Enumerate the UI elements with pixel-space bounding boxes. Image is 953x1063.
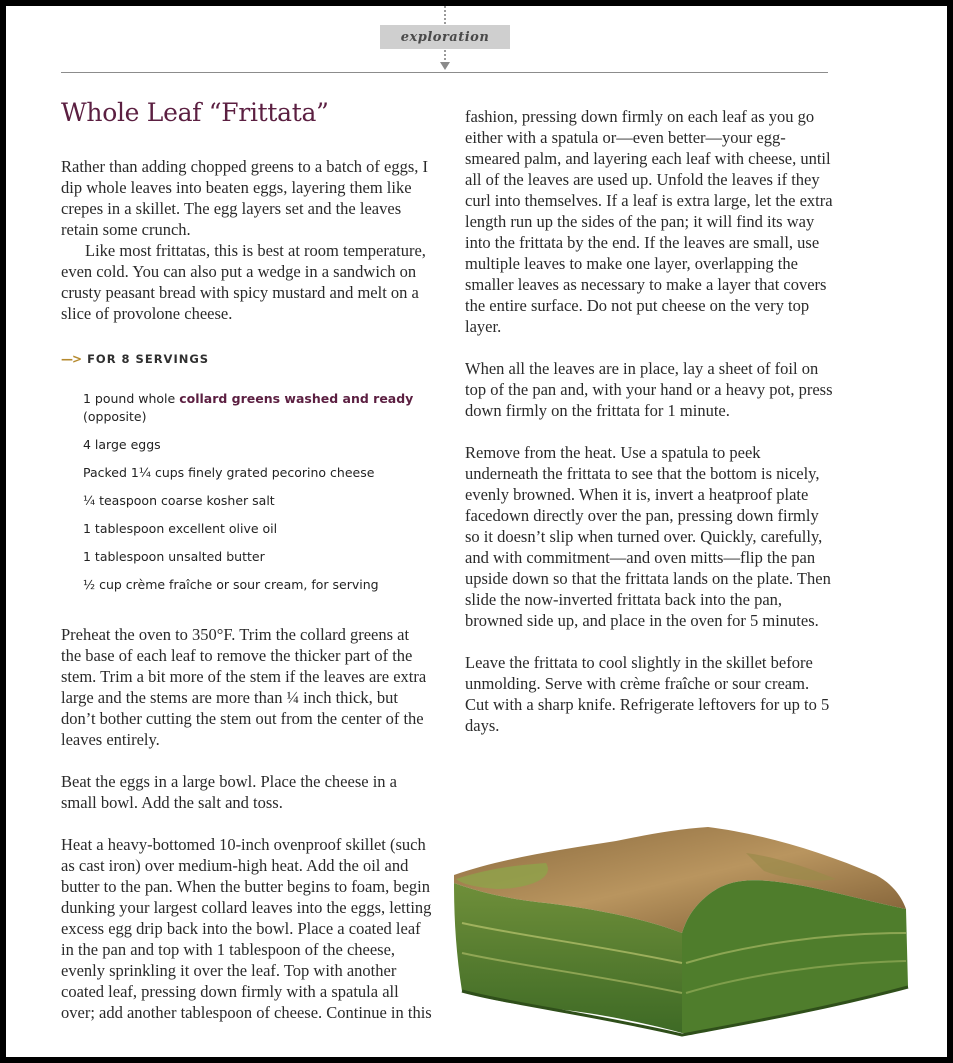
cookbook-page xyxy=(6,6,947,1057)
method-step: Beat the eggs in a large bowl. Place the cheese in a small bowl. Add the salt and toss. xyxy=(61,772,397,812)
ingredient-list xyxy=(61,390,433,594)
ingredient-item: ½ cup crème fraîche or sour cream, for serving xyxy=(83,577,379,592)
ingredient-cross-reference: collard greens washed and ready xyxy=(179,391,414,406)
ingredient-item: 4 large eggs xyxy=(83,437,161,452)
ingredient-item: Packed 1¼ cups finely grated pecorino cheese xyxy=(83,465,375,480)
right-column xyxy=(465,106,837,736)
arrow-right-icon: —> xyxy=(61,352,82,366)
intro-paragraph-2: Like most frittatas, this is best at room temperature, even cold. You can also put a wedge in a sandwich on crusty peasant bread with spicy mustard and melt on a slice of provolone cheese. xyxy=(61,241,426,323)
method-step: When all the leaves are in place, lay a sheet of foil on top of the pan and, with your hand or a heavy pot, press down firmly on the frittata for 1 minute. xyxy=(465,359,833,420)
ingredient-item: 1 pound whole collard greens washed and ready (opposite) xyxy=(83,391,414,424)
recipe-title: Whole Leaf “Frittata” xyxy=(61,98,329,127)
section-tag: exploration xyxy=(380,25,510,49)
intro-paragraph: Rather than adding chopped greens to a batch of eggs, I dip whole leaves into beaten eggs, layering them like crepes in a skillet. The egg layers set and the leaves retain some crunch. xyxy=(61,157,429,239)
servings-heading xyxy=(61,352,433,366)
ingredient-item: 1 tablespoon unsalted butter xyxy=(83,549,265,564)
servings-label: FOR 8 SERVINGS xyxy=(87,352,210,366)
ingredient-item: 1 tablespoon excellent olive oil xyxy=(83,521,278,536)
ingredient-item: ¼ teaspoon coarse kosher salt xyxy=(83,493,275,508)
frittata-wedge-illustration xyxy=(446,823,916,1057)
method-step: Heat a heavy-bottomed 10-inch ovenproof skillet (such as cast iron) over medium-high heat. Add the oil and butter to the pan. When the butter begins to foam, begin dunking your largest collard leaves into the eggs, letting excess egg drip back into the bowl. Place a coated leaf in the pan and top with 1 tablespoon of the cheese, evenly sprinkling it over the leaf. Top with another coated leaf, pressing down firmly with a spatula all over; add another tablespoon of cheese. Continue in this xyxy=(61,835,432,1022)
left-column xyxy=(61,96,433,1023)
arrow-down-icon xyxy=(440,62,450,70)
method-step: Leave the frittata to cool slightly in the skillet before unmolding. Serve with crème fraîche or sour cream. Cut with a sharp knife. Refrigerate leftovers for up to 5 days. xyxy=(465,653,830,735)
method-step: Preheat the oven to 350°F. Trim the collard greens at the base of each leaf to remove the thicker part of the stem. Trim a bit more of the stem if the leaves are extra large and the stems are more than ¼ inch thick, but don’t bother cutting the stem out from the center of the leaves entirely. xyxy=(61,625,427,749)
method-step: Remove from the heat. Use a spatula to peek underneath the frittata to see that the bottom is nicely, evenly browned. When it is, invert a heatproof plate facedown directly over the pan, pressing down firmly so it doesn’t slip when turned over. Quickly, carefully, and with commitment—and oven mitts—flip the pan upside down so that the frittata lands on the plate. Then slide the now-inverted frittata back into the pan, browned side up, and place in the oven for 5 minutes. xyxy=(465,443,831,630)
method-step-continued: fashion, pressing down firmly on each leaf as you go either with a spatula or—even better—your egg-smeared palm, and layering each leaf with cheese, until all of the leaves are used up. Unfold the leaves if they curl into themselves. If a leaf is extra large, let the extra length run up the sides of the pan; it will find its way into the frittata by the end. If the leaves are small, use multiple leaves to make one layer, overlapping the smaller leaves as necessary to make a layer that covers the entire surface. Do not put cheese on the very top layer. xyxy=(465,107,833,336)
header-rule xyxy=(61,72,828,73)
